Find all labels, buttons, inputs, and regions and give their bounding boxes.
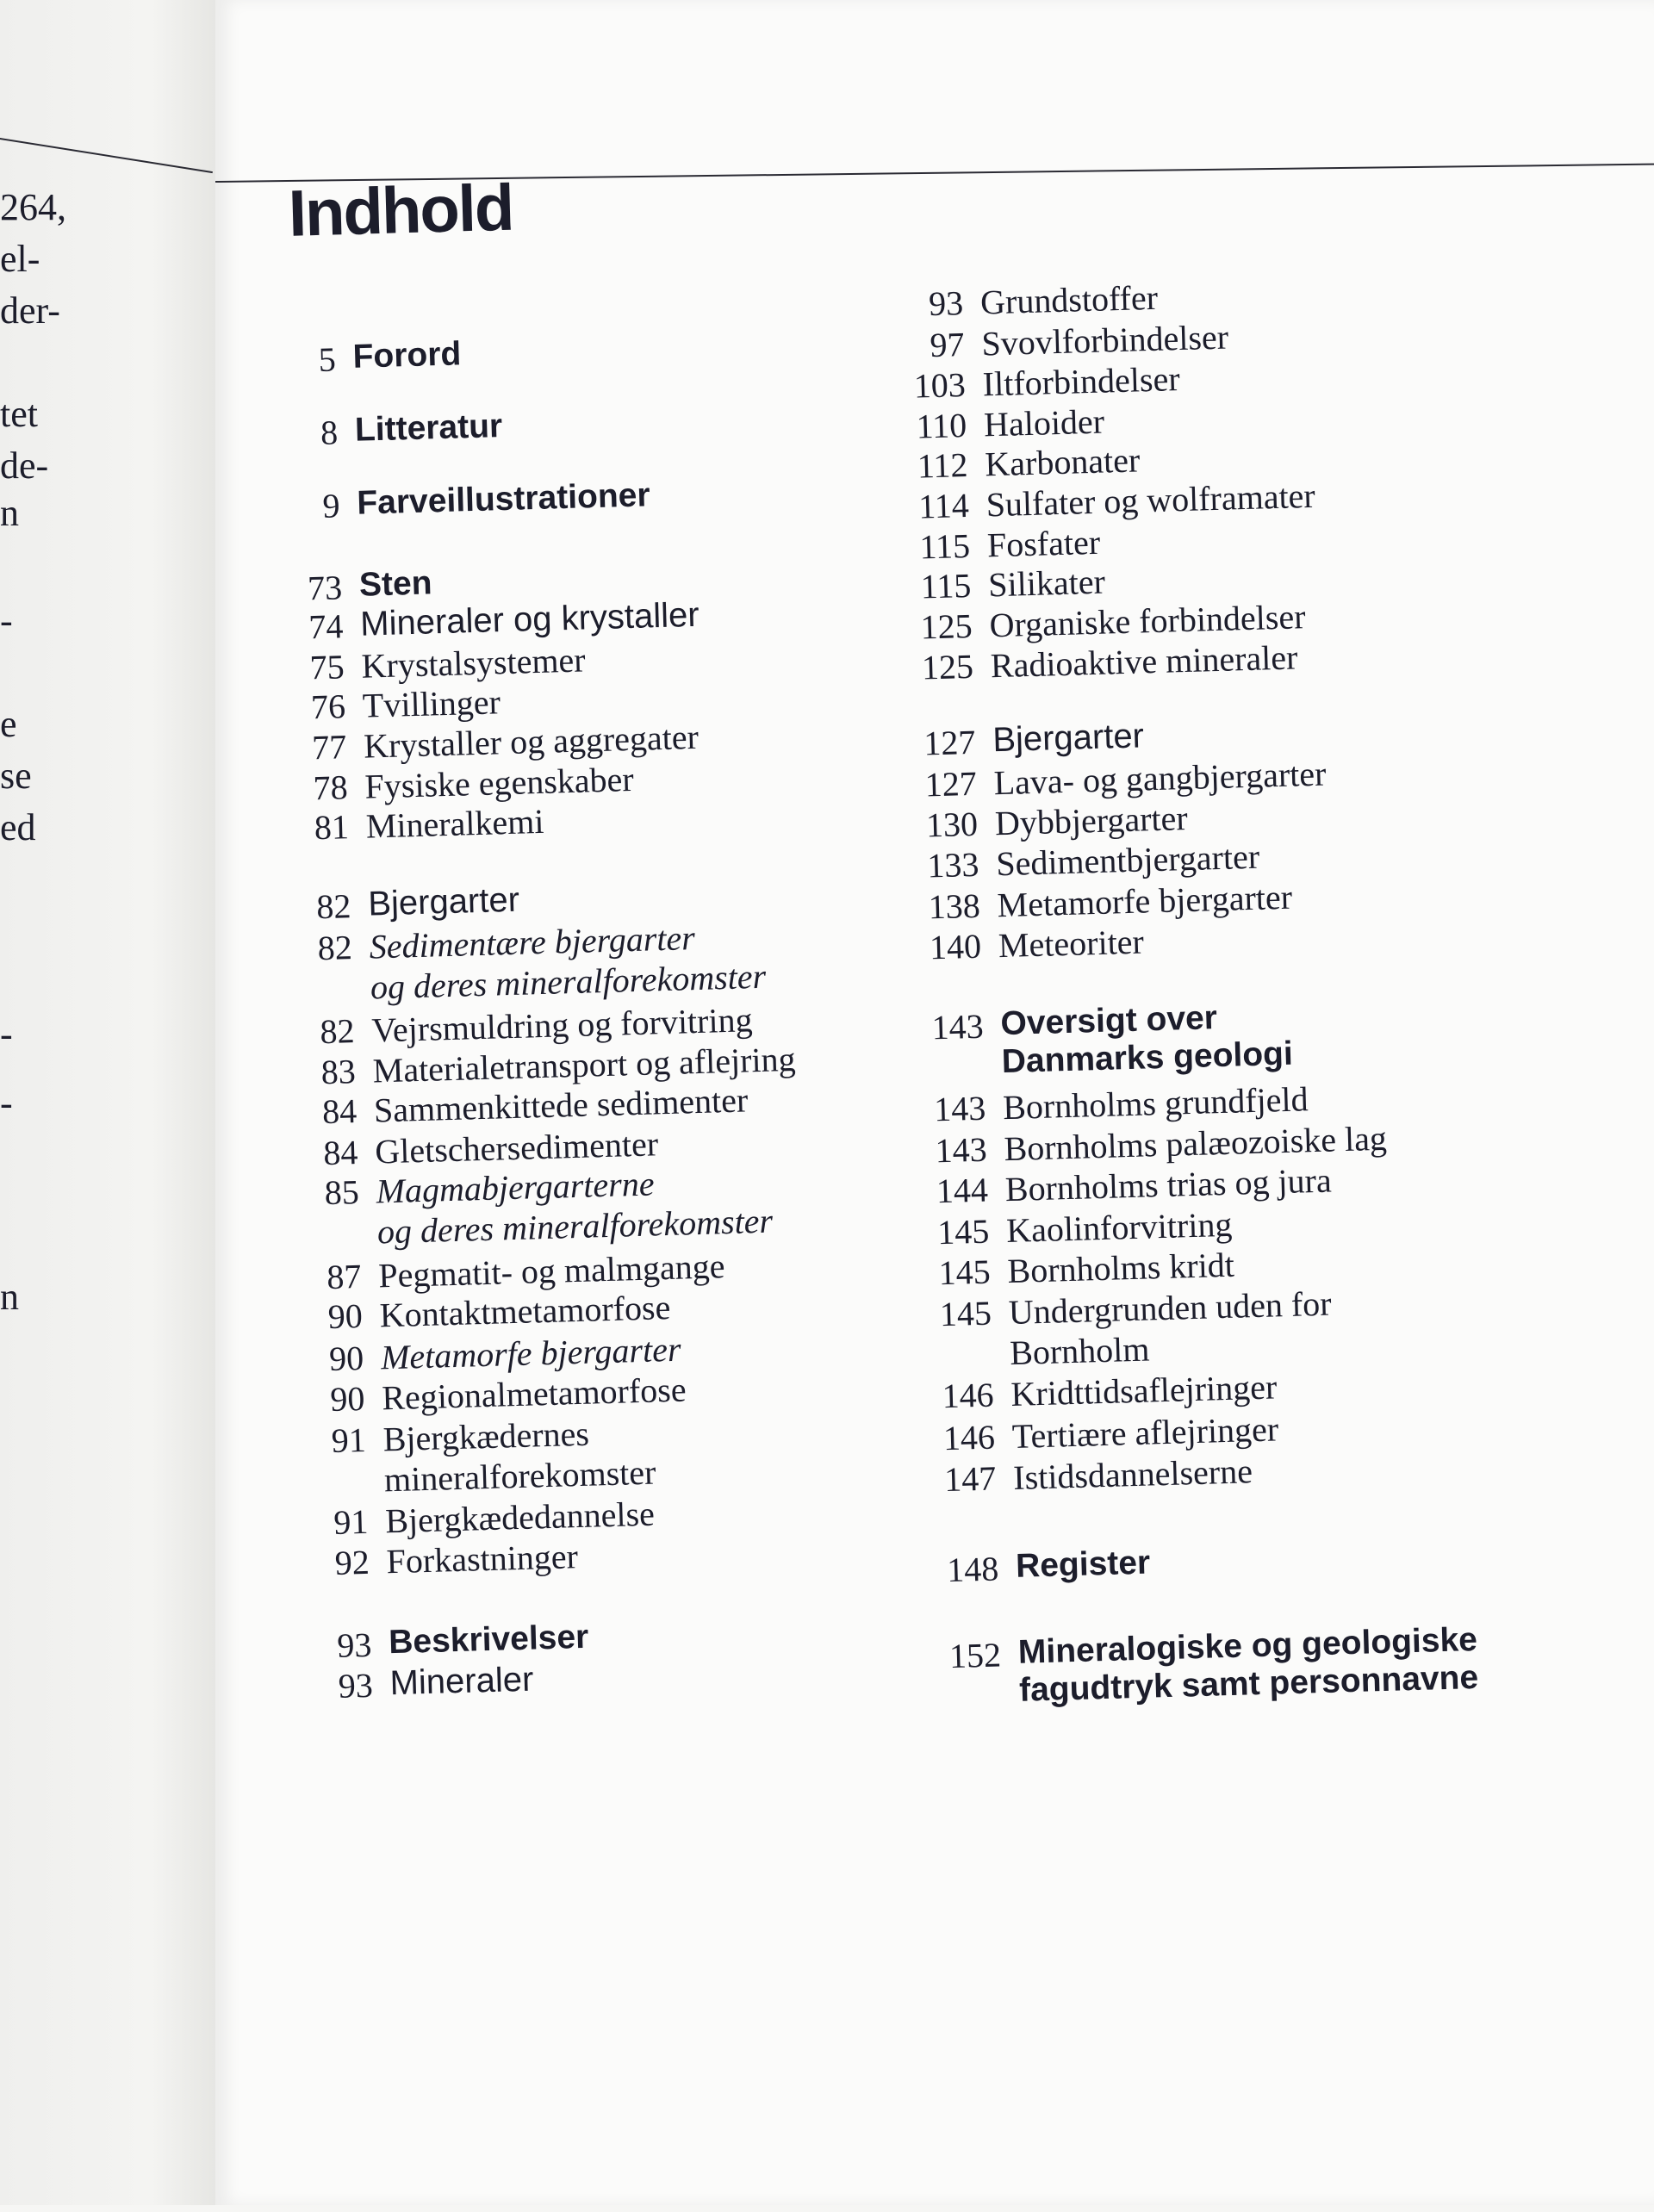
toc-page-number: 127 [923, 722, 977, 763]
toc-page-number: 103 [913, 365, 967, 406]
left-page-fragment: 264, [0, 186, 66, 228]
toc-page-number: 90 [328, 1338, 364, 1379]
toc-entry-label-continued: mineralforekomster [383, 1452, 656, 1500]
toc-page-number: 112 [917, 444, 969, 486]
toc-entry-label: Sammenkittede sedimenter [373, 1080, 749, 1130]
toc-entry-label: Bornholms kridt [1006, 1245, 1235, 1291]
toc-entry-label: Silikater [987, 562, 1106, 605]
toc-page-number: 147 [943, 1458, 997, 1500]
toc-page-number: 145 [939, 1293, 992, 1334]
toc-page-number: 130 [925, 804, 979, 845]
left-page-fragment: ed [0, 806, 36, 848]
toc-entry-label: Mineralkemi [365, 801, 544, 846]
toc-page-number: 144 [936, 1170, 989, 1211]
toc-page-number: 140 [929, 926, 982, 967]
left-page-fragment: der- [0, 289, 60, 332]
left-page-fragment: el- [0, 238, 40, 280]
toc-page-number: 148 [946, 1549, 999, 1590]
toc-page-number: 125 [921, 646, 974, 687]
toc-entry-label: Forkastninger [386, 1537, 579, 1581]
toc-entry-label: Bornholms palæozoiske lag [1003, 1118, 1388, 1169]
toc-page-number: 97 [929, 325, 966, 365]
toc-page-number: 145 [936, 1211, 990, 1252]
toc-page-number: 73 [307, 568, 343, 608]
toc-entry-label: Mineralogiske og geologiske fagudtryk samt personnavne [1017, 1620, 1479, 1709]
toc-page-number: 133 [926, 844, 979, 885]
toc-entry-label: Litteratur [354, 407, 503, 449]
left-page-fragment: - [0, 1082, 13, 1124]
toc-entry-label: Bornholms grundfjeld [1002, 1079, 1309, 1128]
toc-page-number: 152 [948, 1635, 1002, 1676]
toc-page-number: 146 [942, 1417, 996, 1458]
toc-entry-label: Gletschersedimenter [374, 1124, 659, 1171]
toc-entry-label: Metamorfe bjergarter [997, 877, 1293, 925]
left-page-fragment: tet [0, 393, 38, 435]
toc-entry-label: Bjergarter [992, 717, 1145, 760]
toc-entry-label: Kaolinforvitring [1005, 1204, 1233, 1251]
toc-page-number: 127 [924, 763, 978, 805]
toc-entry-label: Meteoriter [998, 922, 1145, 966]
toc-entry-label: Materialetransport og aflejring [372, 1039, 797, 1090]
left-page-fragment: de- [0, 444, 49, 487]
toc-page-number: 75 [309, 647, 345, 687]
toc-entry-label: Metamorfe bjergarter [380, 1329, 682, 1377]
left-page-fragment: - [0, 1013, 13, 1055]
left-page-fragment: se [0, 755, 32, 797]
toc-entry-label: Oversigt over Danmarks geologi [999, 999, 1294, 1081]
toc-entry-label: Sulfater og wolframater [986, 475, 1316, 525]
toc-page-number: 110 [915, 405, 967, 446]
toc-page-number: 115 [920, 565, 972, 606]
toc-page-number: 143 [930, 1006, 985, 1047]
toc-entry-label: Bjergkædernes mineralforekomster [382, 1414, 656, 1500]
toc-page-number: 82 [315, 886, 352, 927]
toc-page-number: 8 [320, 413, 339, 452]
toc-page-number: 125 [920, 606, 973, 647]
toc-entry-label-continued: Bornholm [1009, 1329, 1150, 1372]
toc-page-number: 82 [319, 1011, 356, 1052]
toc-entry-label: Haloider [983, 401, 1105, 444]
toc-page-number: 93 [336, 1625, 372, 1665]
toc-page-number: 77 [311, 727, 347, 767]
toc-entry-label: Tertiære aflejringer [1011, 1409, 1279, 1456]
toc-entry-label: Kontaktmetamorfose [379, 1287, 671, 1335]
toc-page-number: 85 [324, 1172, 360, 1213]
left-page-fragment: n [0, 1276, 19, 1318]
toc-page-number: 83 [320, 1052, 357, 1092]
toc-entry-label: Iltforbindelser [982, 359, 1181, 404]
toc-entry-label: Mineraler [389, 1660, 534, 1703]
toc-page-number: 146 [941, 1375, 995, 1416]
toc-entry-label: Bjergkædedannelse [384, 1494, 656, 1541]
toc-entry-label: Krystalsystemer [361, 640, 587, 686]
toc-page-number: 114 [917, 485, 970, 526]
left-page-fragment: e [0, 703, 17, 745]
toc-page-number: 90 [329, 1378, 366, 1420]
toc-entry-label: Mineraler og krystaller [359, 595, 700, 643]
toc-page-number: 143 [934, 1129, 988, 1171]
toc-page-number: 87 [326, 1256, 363, 1297]
toc-page-number: 90 [327, 1296, 364, 1337]
toc-page-number: 9 [321, 486, 341, 525]
toc-entry-label: Register [1015, 1544, 1151, 1585]
toc-page-number: 115 [918, 525, 971, 567]
toc-entry-label: Karbonater [984, 440, 1141, 484]
toc-entry-label-continued: Danmarks geologi [1001, 1035, 1294, 1081]
toc-entry-label: Istidsdannelserne [1012, 1451, 1253, 1497]
toc-entry-label-continued: fagudtryk samt personnavne [1018, 1658, 1479, 1709]
toc-page-number: 82 [317, 928, 353, 968]
toc-entry-label: Magmabjergarterne og deres mineralforekomster [376, 1164, 774, 1252]
toc-entry-label: Fosfater [986, 522, 1101, 565]
toc-entry-label: Kridttidsaflejringer [1010, 1367, 1278, 1414]
toc-entry-label: Krystaller og aggregater [363, 717, 700, 766]
toc-entry-label-continued: og deres mineralforekomster [370, 956, 767, 1007]
toc-entry-label: Lava- og gangbjergarter [993, 754, 1327, 803]
toc-page-number: 143 [933, 1088, 986, 1129]
left-page-fragment: n [0, 492, 19, 534]
toc-page-number: 84 [321, 1091, 358, 1132]
toc-page-number: 138 [928, 885, 981, 927]
toc-entry-label: Fysiske egenskaber [364, 759, 635, 806]
toc-entry-label: Bjergarter [367, 880, 520, 923]
toc-entry-label: Grundstoffer [979, 277, 1159, 322]
toc-entry-label-continued: og deres mineralforekomster [376, 1201, 774, 1252]
toc-entry-label: Sedimentære bjergarter og deres mineralforekomster [369, 918, 767, 1007]
left-page-fragment: - [0, 600, 13, 642]
toc-page-number: 84 [322, 1133, 359, 1173]
toc-entry-label: Sedimentbjergarter [995, 836, 1260, 884]
toc-page-number: 93 [928, 283, 964, 324]
toc-entry-label: Forord [352, 335, 462, 376]
toc-entry-label: Pegmatit- og malmgange [377, 1246, 726, 1296]
toc-entry-label: Organiske forbindelser [988, 597, 1307, 645]
toc-entry-label: Vejrsmuldring og forvitring [370, 1000, 754, 1050]
toc-entry-label: Regionalmetamorfose [381, 1370, 687, 1418]
toc-page-number: 76 [310, 687, 346, 727]
page-title: Indhold [287, 171, 514, 251]
toc-entry-label: Beskrivelser [388, 1618, 589, 1662]
toc-entry-label: Dybbjergarter [994, 798, 1189, 843]
toc-entry-label: Farveillustrationer [356, 476, 651, 522]
toc-entry-label: Tvillinger [362, 682, 501, 725]
toc-page-number: 5 [318, 339, 337, 379]
toc-page-number: 92 [334, 1542, 370, 1582]
toc-entry-label: Bornholms trias og jura [1004, 1160, 1333, 1209]
toc-page-number: 93 [338, 1665, 374, 1706]
toc-entry-label: Sten [358, 564, 433, 604]
toc-page-number: 74 [308, 606, 344, 647]
toc-page-number: 91 [333, 1501, 370, 1542]
toc-page-number: 145 [937, 1252, 992, 1293]
toc-entry-label: Svovlforbindelser [980, 317, 1229, 363]
toc-entry-label: Radioaktive mineraler [990, 637, 1298, 686]
toc-page-number: 78 [312, 767, 349, 808]
toc-page-number: 81 [314, 807, 350, 848]
toc-entry-label: Undergrunden uden for Bornholm [1008, 1283, 1333, 1372]
toc-page-number: 91 [331, 1420, 367, 1461]
